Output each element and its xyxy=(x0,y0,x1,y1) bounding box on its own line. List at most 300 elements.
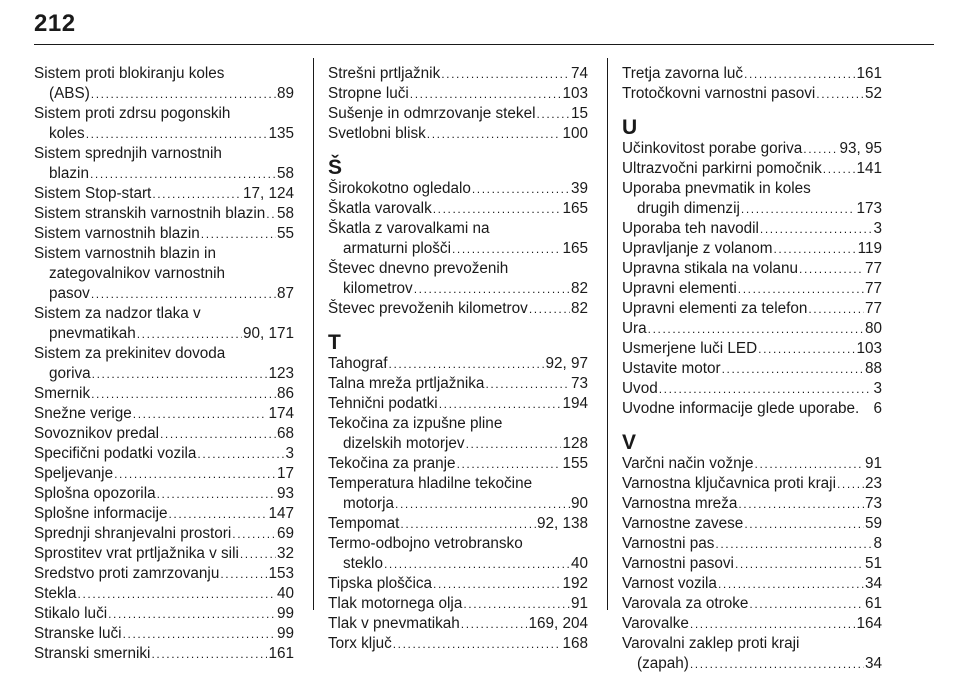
dot-leader xyxy=(722,359,864,379)
index-entry xyxy=(622,139,882,159)
index-entry xyxy=(34,224,294,244)
index-entry xyxy=(328,124,588,144)
dot-leader xyxy=(151,644,267,664)
dot-leader xyxy=(133,404,268,424)
index-entry xyxy=(328,634,588,654)
index-entry xyxy=(622,514,882,534)
index-entry xyxy=(622,379,882,399)
dot-leader xyxy=(816,84,864,104)
page-reference: 61 xyxy=(864,595,882,612)
entry-label: Varovalke xyxy=(622,615,689,632)
page-reference: 69 xyxy=(276,525,294,542)
page-reference: 40 xyxy=(570,555,588,572)
dot-leader xyxy=(741,199,856,219)
entry-label: Splošna opozorila xyxy=(34,485,156,502)
section-letter: T xyxy=(328,331,341,354)
dot-leader xyxy=(410,84,562,104)
dot-leader xyxy=(414,279,570,299)
dot-leader xyxy=(157,484,276,504)
entry-label: Varovala za otroke xyxy=(622,595,749,612)
entry-label: Stikalo luči xyxy=(34,605,108,622)
page-reference: 86 xyxy=(276,385,294,402)
page-reference: 92, 97 xyxy=(545,355,588,372)
index-entry xyxy=(328,354,588,374)
entry-label: pasov xyxy=(49,285,90,302)
index-entry xyxy=(328,614,588,634)
index-entry xyxy=(622,494,882,514)
page-reference: 161 xyxy=(856,65,882,82)
page-reference: 103 xyxy=(562,85,588,102)
entry-label: Usmerjene luči LED xyxy=(622,340,758,357)
entry-label: Sistem stranskih varnostnih blazin xyxy=(34,205,266,222)
dot-leader xyxy=(266,204,276,224)
index-entry xyxy=(328,594,588,614)
page-reference: 88 xyxy=(864,360,882,377)
index-entry xyxy=(34,604,294,624)
entry-label: Uporaba teh navodil xyxy=(622,220,759,237)
index-entry xyxy=(622,359,882,379)
page-reference: 89 xyxy=(276,85,294,102)
entry-label: Tlak v pnevmatikah xyxy=(328,615,460,632)
entry-label: Varnostna ključavnica proti kraji xyxy=(622,475,836,492)
index-entry xyxy=(328,574,588,594)
entry-label: drugih dimenzij xyxy=(637,200,740,217)
dot-leader xyxy=(799,259,864,279)
dot-leader xyxy=(91,84,276,104)
page-reference: 73 xyxy=(570,375,588,392)
dot-leader xyxy=(452,239,562,259)
column-divider xyxy=(607,58,608,610)
page-reference: 77 xyxy=(864,260,882,277)
dot-leader xyxy=(463,594,570,614)
index-column-1 xyxy=(34,64,294,664)
index-entry xyxy=(34,504,294,524)
page-reference: 73 xyxy=(864,495,882,512)
entry-label: Splošne informacije xyxy=(34,505,168,522)
entry-label: Speljevanje xyxy=(34,465,114,482)
entry-label: motorja xyxy=(343,495,395,512)
dot-leader xyxy=(758,339,855,359)
index-entry xyxy=(328,64,588,84)
index-entry xyxy=(34,64,294,104)
dot-leader xyxy=(240,544,276,564)
dot-leader xyxy=(690,614,856,634)
index-entry xyxy=(34,644,294,664)
page-reference: 103 xyxy=(856,340,882,357)
page-reference: 99 xyxy=(276,625,294,642)
page-reference: 165 xyxy=(562,200,588,217)
entry-label: Tempomat xyxy=(328,515,400,532)
index-entry xyxy=(622,474,882,494)
page-reference: 15 xyxy=(570,105,588,122)
dot-leader xyxy=(439,394,562,414)
section-letter: U xyxy=(622,116,638,139)
index-entry xyxy=(328,199,588,219)
page-reference: 6 xyxy=(873,400,882,417)
dot-leader xyxy=(744,514,864,534)
entry-text: Škatla z varovalkami na xyxy=(328,220,490,237)
entry-label: kilometrov xyxy=(343,280,413,297)
entry-label: Sredstvo proti zamrzovanju xyxy=(34,565,220,582)
entry-label: Ultrazvočni parkirni pomočnik xyxy=(622,160,822,177)
dot-leader xyxy=(529,299,570,319)
entry-text: Sistem za prekinitev dovoda xyxy=(34,345,226,362)
column-divider xyxy=(313,58,314,610)
index-entry xyxy=(622,239,882,259)
dot-leader xyxy=(427,124,562,144)
entry-label: Trotočkovni varnostni pasovi xyxy=(622,85,816,102)
index-entry xyxy=(622,634,882,674)
page-reference: 17, 124 xyxy=(242,185,294,202)
index-entry xyxy=(622,399,882,419)
index-entry xyxy=(622,279,882,299)
dot-leader xyxy=(108,604,276,624)
page-reference: 23 xyxy=(864,475,882,492)
index-entry xyxy=(328,394,588,414)
entry-label: Svetlobni blisk xyxy=(328,125,426,142)
page-reference: 55 xyxy=(276,225,294,242)
index-entry xyxy=(622,259,882,279)
entry-label: Ura xyxy=(622,320,647,337)
page-reference: 77 xyxy=(864,280,882,297)
page-reference: 93 xyxy=(276,485,294,502)
index-entry xyxy=(622,614,882,634)
page-reference: 164 xyxy=(856,615,882,632)
entry-label: Snežne verige xyxy=(34,405,132,422)
dot-leader xyxy=(718,574,864,594)
page-reference: 87 xyxy=(276,285,294,302)
index-entry xyxy=(622,64,882,84)
dot-leader xyxy=(457,454,562,474)
page-reference: 174 xyxy=(268,405,294,422)
entry-label: Tahograf xyxy=(328,355,388,372)
index-entry xyxy=(622,339,882,359)
dot-leader xyxy=(384,554,570,574)
dot-leader xyxy=(472,179,570,199)
index-entry xyxy=(34,544,294,564)
entry-text: Sistem za nadzor tlaka v xyxy=(34,305,201,322)
page-reference: 3 xyxy=(285,445,294,462)
index-entry xyxy=(622,84,882,104)
dot-leader xyxy=(485,374,570,394)
page-reference: 161 xyxy=(268,645,294,662)
section-letter: V xyxy=(622,431,637,454)
entry-label: Varnost vozila xyxy=(622,575,717,592)
header-rule xyxy=(34,44,934,45)
entry-label: Sistem Stop-start xyxy=(34,185,152,202)
index-entry xyxy=(622,594,882,614)
index-entry xyxy=(328,474,588,514)
page-reference: 3 xyxy=(873,380,882,397)
dot-leader xyxy=(738,279,864,299)
dot-leader xyxy=(160,424,276,444)
page-reference: 99 xyxy=(276,605,294,622)
page-reference: 8 xyxy=(873,535,882,552)
page-reference: 59 xyxy=(864,515,882,532)
entry-label: blazin xyxy=(49,165,89,182)
page-reference: 165 xyxy=(562,240,588,257)
page-reference: 32 xyxy=(276,545,294,562)
entry-text: zategovalnikov varnostnih xyxy=(49,265,226,282)
dot-leader xyxy=(393,634,562,654)
entry-text: Sistem proti zdrsu pogonskih xyxy=(34,105,231,122)
page-reference: 119 xyxy=(857,240,882,257)
page-number: 212 xyxy=(34,10,76,37)
entry-label: koles xyxy=(49,125,85,142)
index-entry xyxy=(622,554,882,574)
dot-leader xyxy=(648,319,864,339)
entry-label: Širokokotno ogledalo xyxy=(328,180,471,197)
index-entry xyxy=(34,404,294,424)
entry-text: Sistem sprednjih varnostnih xyxy=(34,145,222,162)
entry-label: Varnostne zavese xyxy=(622,515,744,532)
entry-label: (zapah) xyxy=(637,655,689,672)
dot-leader xyxy=(738,494,864,514)
dot-leader xyxy=(659,379,873,399)
index-entry xyxy=(328,414,588,454)
entry-label: pnevmatikah xyxy=(49,325,136,342)
section-letter: Š xyxy=(328,156,343,179)
dot-leader xyxy=(400,514,536,534)
entry-label: Upravni elementi xyxy=(622,280,737,297)
index-entry xyxy=(622,454,882,474)
index-entry xyxy=(328,259,588,299)
page-reference: 58 xyxy=(276,165,294,182)
entry-text: Sistem varnostnih blazin in xyxy=(34,245,216,262)
entry-label: Sprednji shranjevalni prostori xyxy=(34,525,232,542)
dot-leader xyxy=(735,554,864,574)
dot-leader xyxy=(137,324,242,344)
entry-label: Sprostitev vrat prtljažnika v sili xyxy=(34,545,239,562)
page-reference: 3 xyxy=(873,220,882,237)
dot-leader xyxy=(755,454,864,474)
dot-leader xyxy=(197,444,284,464)
page-reference: 82 xyxy=(570,300,588,317)
dot-leader xyxy=(90,164,276,184)
index-entry xyxy=(622,299,882,319)
index-entry xyxy=(34,104,294,144)
dot-leader xyxy=(433,199,562,219)
page-reference: 135 xyxy=(268,125,294,142)
dot-leader xyxy=(823,159,856,179)
entry-label: Varnostna mreža xyxy=(622,495,738,512)
page-reference: 123 xyxy=(268,365,294,382)
entry-label: Smernik xyxy=(34,385,91,402)
index-entry xyxy=(328,454,588,474)
entry-text: Termo-odbojno vetrobransko xyxy=(328,535,523,552)
entry-label: Stranski smerniki xyxy=(34,645,151,662)
entry-label: Tekočina za pranje xyxy=(328,455,456,472)
page-reference: 40 xyxy=(276,585,294,602)
index-entry xyxy=(34,144,294,184)
entry-label: Stropne luči xyxy=(328,85,409,102)
index-entry xyxy=(34,204,294,224)
index-entry xyxy=(328,84,588,104)
page-reference: 90 xyxy=(570,495,588,512)
index-entry xyxy=(622,179,882,219)
index-entry xyxy=(622,319,882,339)
entry-text: Varovalni zaklep proti kraji xyxy=(622,635,800,652)
entry-label: Tehnični podatki xyxy=(328,395,438,412)
index-entry xyxy=(34,564,294,584)
index-entry xyxy=(34,464,294,484)
page-reference: 17 xyxy=(276,465,294,482)
page-reference: 93, 95 xyxy=(839,140,882,157)
index-entry xyxy=(328,179,588,199)
entry-text: Temperatura hladilne tekočine xyxy=(328,475,533,492)
entry-label: goriva xyxy=(49,365,91,382)
dot-leader xyxy=(395,494,570,514)
dot-leader xyxy=(152,184,242,204)
entry-text: Uporaba pnevmatik in koles xyxy=(622,180,811,197)
index-entry xyxy=(328,219,588,259)
page-reference: 169, 204 xyxy=(528,615,588,632)
dot-leader xyxy=(760,219,873,239)
index-entry xyxy=(34,424,294,444)
entry-label: Uvod xyxy=(622,380,658,397)
dot-leader xyxy=(774,239,857,259)
page-reference: 155 xyxy=(562,455,588,472)
index-entry xyxy=(622,219,882,239)
entry-label: Tipska ploščica xyxy=(328,575,433,592)
page-reference: 80 xyxy=(864,320,882,337)
entry-label: Sistem varnostnih blazin xyxy=(34,225,200,242)
entry-label: Sušenje in odmrzovanje stekel xyxy=(328,105,536,122)
page-reference: 141 xyxy=(856,160,882,177)
page-reference: 74 xyxy=(570,65,588,82)
index-entry xyxy=(34,484,294,504)
index-entry xyxy=(328,104,588,124)
entry-label: (ABS) xyxy=(49,85,90,102)
entry-label: armaturni plošči xyxy=(343,240,451,257)
entry-label: Tlak motornega olja xyxy=(328,595,463,612)
page-reference: 92, 138 xyxy=(536,515,588,532)
index-entry xyxy=(34,624,294,644)
dot-leader xyxy=(803,139,838,159)
entry-label: Upravni elementi za telefon xyxy=(622,300,808,317)
dot-leader xyxy=(441,64,570,84)
dot-leader xyxy=(837,474,864,494)
dot-leader xyxy=(91,384,276,404)
dot-leader xyxy=(78,584,276,604)
index-column-2 xyxy=(328,64,588,654)
entry-label: Upravna stikala na volanu xyxy=(622,260,799,277)
page-reference: 34 xyxy=(864,575,882,592)
entry-label: steklo xyxy=(343,555,383,572)
index-entry xyxy=(34,584,294,604)
entry-label: Števec prevoženih kilometrov xyxy=(328,300,528,317)
entry-label: Talna mreža prtljažnika xyxy=(328,375,485,392)
entry-label: Torx ključ xyxy=(328,635,392,652)
dot-leader xyxy=(461,614,528,634)
entry-label: dizelskih motorjev xyxy=(343,435,465,452)
index-column-3 xyxy=(622,64,882,674)
page-reference: 100 xyxy=(562,125,588,142)
dot-leader xyxy=(389,354,545,374)
entry-label: Varčni način vožnje xyxy=(622,455,754,472)
index-entry xyxy=(328,299,588,319)
entry-text: Števec dnevno prevoženih xyxy=(328,260,509,277)
dot-leader xyxy=(466,434,562,454)
entry-label: Specifični podatki vozila xyxy=(34,445,197,462)
index-entry xyxy=(34,344,294,384)
entry-text: Tekočina za izpušne pline xyxy=(328,415,503,432)
dot-leader xyxy=(433,574,561,594)
entry-label: Upravljanje z volanom xyxy=(622,240,773,257)
dot-leader xyxy=(91,284,276,304)
page-reference: 51 xyxy=(864,555,882,572)
entry-label: Varnostni pas xyxy=(622,535,715,552)
dot-leader xyxy=(114,464,276,484)
dot-leader xyxy=(123,624,276,644)
page-reference: 82 xyxy=(570,280,588,297)
index-entry xyxy=(34,304,294,344)
entry-label: Ustavite motor xyxy=(622,360,721,377)
entry-label: Tretja zavorna luč xyxy=(622,65,744,82)
entry-label: Uvodne informacije glede uporabe. xyxy=(622,400,860,417)
dot-leader xyxy=(715,534,872,554)
index-entry xyxy=(34,184,294,204)
index-entry xyxy=(622,159,882,179)
entry-label: Sovoznikov predal xyxy=(34,425,159,442)
index-entry xyxy=(34,444,294,464)
dot-leader xyxy=(86,124,268,144)
page-reference: 153 xyxy=(268,565,294,582)
page-reference: 39 xyxy=(570,180,588,197)
entry-label: Stranske luči xyxy=(34,625,122,642)
dot-leader xyxy=(220,564,267,584)
index-entry xyxy=(622,574,882,594)
page-reference: 192 xyxy=(562,575,588,592)
entry-label: Škatla varovalk xyxy=(328,200,432,217)
index-entry xyxy=(328,534,588,574)
page-reference: 90, 171 xyxy=(242,325,294,342)
entry-text: Sistem proti blokiranju koles xyxy=(34,65,225,82)
entry-label: Varnostni pasovi xyxy=(622,555,734,572)
index-entry xyxy=(34,244,294,304)
index-entry xyxy=(34,384,294,404)
index-entry xyxy=(622,534,882,554)
dot-leader xyxy=(808,299,864,319)
page-reference: 194 xyxy=(562,395,588,412)
page-reference: 168 xyxy=(562,635,588,652)
dot-leader xyxy=(201,224,276,244)
entry-label: Učinkovitost porabe goriva xyxy=(622,140,803,157)
page-reference: 58 xyxy=(276,205,294,222)
page-reference: 128 xyxy=(562,435,588,452)
index-entry xyxy=(328,374,588,394)
page-reference: 68 xyxy=(276,425,294,442)
page-reference: 91 xyxy=(570,595,588,612)
dot-leader xyxy=(536,104,570,124)
page-reference: 147 xyxy=(268,505,294,522)
dot-leader xyxy=(169,504,268,524)
dot-leader xyxy=(749,594,864,614)
dot-leader xyxy=(744,64,855,84)
page-reference: 34 xyxy=(864,655,882,672)
page-reference: 91 xyxy=(864,455,882,472)
page-reference: 77 xyxy=(864,300,882,317)
index-entry xyxy=(328,514,588,534)
index-entry xyxy=(34,524,294,544)
page-reference: 173 xyxy=(856,200,882,217)
page-reference: 52 xyxy=(864,85,882,102)
dot-leader xyxy=(690,654,864,674)
dot-leader xyxy=(92,364,268,384)
entry-label: Strešni prtljažnik xyxy=(328,65,441,82)
entry-label: Stekla xyxy=(34,585,77,602)
dot-leader xyxy=(232,524,276,544)
